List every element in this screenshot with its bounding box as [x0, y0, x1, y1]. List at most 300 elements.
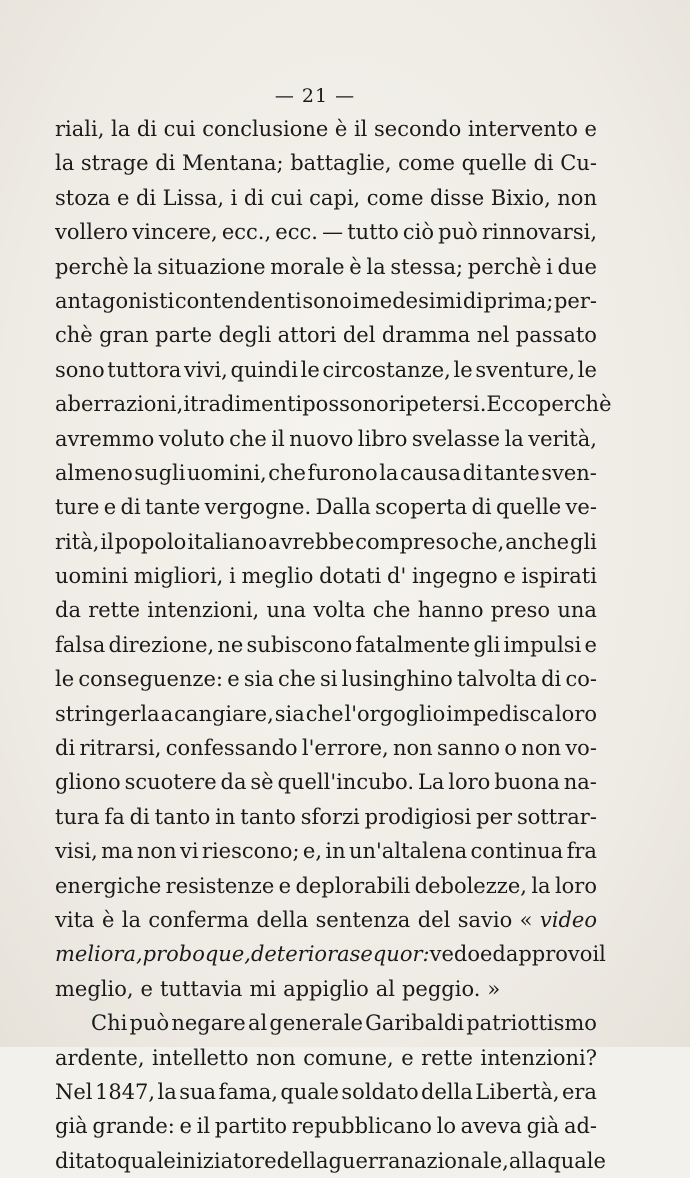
word: situazione — [157, 254, 266, 279]
word: tante — [484, 460, 540, 485]
word: parte — [155, 323, 212, 348]
word: e — [584, 632, 597, 657]
text-line — [55, 869, 597, 903]
word: approvo — [505, 942, 593, 967]
word: 1847, — [94, 1079, 156, 1104]
word: quale — [547, 1148, 606, 1173]
word: scoperta — [375, 495, 468, 520]
word: quelle — [495, 495, 562, 520]
word: dramma — [381, 323, 471, 348]
word: Libertà, — [475, 1079, 560, 1104]
word: stoza — [55, 185, 111, 210]
word: antagonisti — [55, 288, 175, 313]
word: sua — [179, 1079, 217, 1104]
body-text — [55, 112, 612, 1178]
word: ad- — [563, 1114, 597, 1139]
word: La — [417, 770, 445, 795]
word: e — [227, 667, 240, 692]
text-line — [55, 800, 597, 834]
text-line — [55, 662, 597, 696]
word: perchè — [55, 254, 129, 279]
text-line — [55, 387, 612, 421]
word: che — [278, 667, 316, 692]
text-line — [55, 937, 606, 971]
word: di — [541, 667, 562, 692]
word: conclusione — [202, 117, 329, 141]
word: vollero — [55, 220, 129, 245]
word: compreso — [355, 529, 459, 554]
word: nuovo — [289, 426, 354, 451]
word: mi — [249, 976, 277, 1001]
word: conferma — [148, 907, 250, 932]
word: d' — [387, 564, 407, 589]
word: fra — [566, 839, 597, 864]
text-line — [55, 765, 597, 799]
word: hanno — [417, 598, 484, 623]
word: non — [521, 736, 561, 761]
word: da — [220, 770, 247, 795]
word: e — [401, 1045, 414, 1070]
word: battaglie, — [290, 151, 392, 176]
text-line — [55, 903, 597, 937]
word: era — [561, 1079, 597, 1104]
text-line — [55, 697, 597, 731]
word: vita — [55, 907, 95, 932]
word: e — [278, 873, 292, 898]
word: appiglio — [283, 976, 369, 1001]
word: almeno — [55, 460, 133, 485]
word: chè — [55, 323, 93, 348]
word: il — [196, 1114, 211, 1139]
word: subiscono — [246, 632, 353, 657]
word: la — [111, 117, 131, 141]
word: lo — [436, 1114, 456, 1139]
text-line — [55, 525, 597, 559]
word: la — [366, 254, 386, 279]
page-number: — 21 — — [274, 85, 356, 107]
word: stringerla — [55, 701, 160, 726]
word: ecc., — [221, 220, 272, 245]
word: sentenza — [315, 907, 411, 932]
word: ecc. — [275, 220, 318, 245]
word: vivi, — [184, 357, 228, 382]
text-line — [55, 490, 597, 524]
word: intervento — [467, 117, 578, 141]
word: quale — [280, 1079, 339, 1104]
text-line — [55, 353, 597, 387]
word: video — [539, 907, 597, 932]
text-line — [55, 1006, 597, 1040]
text-line — [55, 972, 597, 1006]
word: gran — [99, 323, 149, 348]
word: negare — [171, 1011, 246, 1036]
word: gliono — [55, 770, 121, 795]
word: che — [268, 460, 306, 485]
text-line — [55, 1144, 606, 1178]
word: prima; — [483, 288, 554, 313]
word: ne — [217, 632, 244, 657]
word: rette — [421, 1045, 473, 1070]
word: sono — [302, 288, 352, 313]
word: quelle — [461, 151, 527, 176]
text-line — [55, 1041, 597, 1075]
word: vo- — [565, 736, 597, 761]
word: fama, — [218, 1079, 278, 1104]
word: resistenze — [165, 873, 275, 898]
word: di — [129, 804, 150, 829]
word: Cu- — [560, 151, 597, 176]
word: sia — [243, 667, 274, 692]
word: disse — [430, 185, 485, 210]
word: l'orgoglio — [344, 701, 446, 726]
word: repubblicano — [291, 1114, 432, 1139]
word: quale — [117, 1148, 176, 1173]
word: libro — [357, 426, 408, 451]
word: cangiare, — [174, 701, 274, 726]
text-line — [55, 1075, 597, 1109]
word: quell'incubo. — [277, 770, 415, 795]
word: dotati — [319, 564, 382, 589]
word: Ecco — [486, 392, 538, 417]
word: riescono; — [201, 839, 300, 864]
word: co- — [565, 667, 597, 692]
word: il — [271, 426, 285, 451]
word: proboque, — [142, 942, 251, 967]
word: intenzioni, — [147, 598, 260, 623]
word: il — [353, 117, 368, 141]
word: una — [266, 598, 307, 623]
word: ve- — [565, 495, 597, 520]
word: — — [322, 220, 344, 245]
word: la — [504, 426, 524, 451]
word: quindi — [230, 357, 298, 382]
word: le — [577, 357, 597, 382]
word: patriottismo — [466, 1011, 597, 1036]
word: o — [504, 736, 517, 761]
word: vi — [179, 839, 199, 864]
word: guerra — [328, 1148, 401, 1173]
word: scuotere — [124, 770, 217, 795]
word: sequor: — [349, 942, 430, 967]
word: le — [300, 357, 320, 382]
word: di — [462, 460, 483, 485]
word: come — [366, 185, 424, 210]
text-line — [55, 215, 597, 249]
word: lusinghino — [341, 667, 453, 692]
word: debolezze, — [414, 873, 527, 898]
word: partito — [214, 1114, 288, 1139]
word: Garibaldi — [365, 1011, 465, 1036]
word: tante — [144, 495, 201, 520]
word: capi, — [309, 185, 361, 210]
word: e, — [302, 839, 322, 864]
word: sè — [250, 770, 274, 795]
word: tuttora — [107, 357, 182, 382]
word: circostanze, — [322, 357, 451, 382]
word: tura — [55, 804, 100, 829]
text-line — [55, 422, 597, 456]
word: vedo — [429, 942, 480, 967]
word: medesimi — [359, 288, 463, 313]
text-line — [55, 181, 597, 215]
word: il — [100, 529, 114, 554]
word: preso — [490, 598, 551, 623]
word: e — [140, 976, 153, 1001]
word: una — [557, 598, 597, 623]
word: na- — [563, 770, 597, 795]
word: e — [503, 564, 516, 589]
word: da — [55, 598, 81, 623]
text-line — [55, 318, 597, 352]
word: voluto — [158, 426, 225, 451]
word: riali, — [55, 117, 105, 141]
word: ripetersi. — [388, 392, 487, 417]
word: può — [129, 1011, 170, 1036]
word: vincere, — [132, 220, 218, 245]
word: rinnovarsi, — [481, 220, 597, 245]
word: è — [334, 117, 348, 141]
word: di — [155, 151, 176, 176]
word: non — [136, 839, 177, 864]
word: contendenti — [174, 288, 302, 313]
word: tradimenti — [190, 392, 303, 417]
word: non — [557, 185, 597, 210]
word: strage — [80, 151, 149, 176]
word: Lissa, — [162, 185, 225, 210]
word: cui — [163, 117, 196, 141]
word: impulsi — [503, 632, 582, 657]
word: che — [229, 426, 267, 451]
word: un'altalena — [348, 839, 468, 864]
word: la — [55, 151, 75, 176]
text-line — [55, 1109, 597, 1143]
word: migliori, — [133, 564, 224, 589]
word: sventure, — [475, 357, 576, 382]
word: le — [55, 667, 75, 692]
word: del — [417, 907, 451, 932]
word: secondo — [374, 117, 462, 141]
word: che, — [459, 529, 505, 554]
word: Bixio, — [490, 185, 551, 210]
word: nazionale, — [400, 1148, 509, 1173]
word: ma — [101, 839, 134, 864]
word: ardente, — [55, 1045, 145, 1070]
word: generale — [269, 1011, 363, 1036]
word: fa — [104, 804, 125, 829]
word: i — [183, 392, 191, 417]
word: buona — [494, 770, 560, 795]
word: in — [325, 839, 346, 864]
word: uomini — [55, 564, 129, 589]
word: di — [243, 185, 265, 210]
word: deplorabili — [295, 873, 411, 898]
word: la — [379, 460, 399, 485]
word: non — [393, 736, 433, 761]
word: Dalla — [315, 495, 371, 520]
word: « — [519, 907, 533, 932]
text-line — [55, 146, 597, 180]
word: ditato — [55, 1148, 118, 1173]
word: che — [372, 598, 411, 623]
word: stessa; — [390, 254, 464, 279]
word: ed — [479, 942, 506, 967]
word: popolo — [114, 529, 187, 554]
text-line — [55, 593, 597, 627]
word: e — [103, 495, 117, 520]
word: iniziatore — [175, 1148, 277, 1173]
word: già — [526, 1114, 560, 1139]
word: nel — [476, 323, 510, 348]
word: grande: — [92, 1114, 175, 1139]
word: a — [160, 701, 174, 726]
word: l'errore, — [301, 736, 389, 761]
word: sugli — [134, 460, 186, 485]
word: di — [462, 288, 484, 313]
word: prodigiosi — [364, 804, 472, 829]
word: causa — [399, 460, 462, 485]
word: per — [476, 804, 513, 829]
text-line — [55, 731, 597, 765]
word: i — [546, 254, 553, 279]
word: avrebbe — [268, 529, 355, 554]
word: della — [256, 907, 309, 932]
word: conseguenze: — [78, 667, 223, 692]
word: e — [179, 1114, 192, 1139]
word: Chi — [91, 1011, 128, 1036]
word: in — [215, 804, 236, 829]
word: perchè — [537, 392, 612, 417]
word: loro — [554, 873, 597, 898]
word: fatalmente — [355, 632, 471, 657]
word: già — [55, 1114, 88, 1139]
word: tutto — [347, 220, 399, 245]
word: le — [453, 357, 473, 382]
word: visi, — [55, 839, 98, 864]
word: falsa — [55, 632, 106, 657]
word: e — [116, 185, 130, 210]
word: confessando — [165, 736, 298, 761]
word: attori — [277, 323, 337, 348]
word: è — [101, 907, 115, 932]
word: avremmo — [55, 426, 155, 451]
word: due — [557, 254, 597, 279]
word: anche — [505, 529, 570, 554]
word: verità, — [528, 426, 597, 451]
word: al — [375, 976, 395, 1001]
word: energiche — [55, 873, 162, 898]
word: il — [592, 942, 606, 967]
word: direzione, — [108, 632, 215, 657]
word: perchè — [467, 254, 542, 279]
word: è — [349, 254, 362, 279]
word: gli — [473, 632, 501, 657]
word: come — [398, 151, 455, 176]
word: di — [55, 736, 76, 761]
text-line — [55, 112, 597, 146]
word: uomini, — [187, 460, 267, 485]
word: morale — [270, 254, 345, 279]
word: può — [438, 220, 478, 245]
word: tuttavia — [159, 976, 243, 1001]
word: Mentana; — [182, 151, 284, 176]
word: furono — [307, 460, 378, 485]
word: di — [120, 495, 141, 520]
word: sven- — [541, 460, 597, 485]
word: di — [136, 117, 158, 141]
word: e — [584, 117, 597, 141]
word: ritrarsi, — [79, 736, 162, 761]
word: meglio, — [55, 976, 134, 1001]
word: tanto — [240, 804, 296, 829]
word: per- — [553, 288, 597, 313]
word: cui — [270, 185, 303, 210]
word: possono — [302, 392, 389, 417]
word: aberrazioni, — [55, 392, 184, 417]
text-line — [55, 250, 597, 284]
word: savio — [457, 907, 513, 932]
word: intenzioni? — [480, 1045, 597, 1070]
word: ispirati — [521, 564, 597, 589]
word: continua — [470, 839, 564, 864]
word: di — [135, 185, 157, 210]
word: ingegno — [411, 564, 498, 589]
word: peggio. — [401, 976, 481, 1001]
word: loro — [554, 701, 597, 726]
text-line — [55, 456, 597, 490]
word: sia — [274, 701, 305, 726]
word: sforzi — [300, 804, 360, 829]
text-line — [55, 559, 597, 593]
word: ciò — [402, 220, 435, 245]
word: impedisca — [446, 701, 554, 726]
word: che — [305, 701, 344, 726]
word: meglio — [241, 564, 314, 589]
word: sottrar- — [516, 804, 597, 829]
word: della — [276, 1148, 329, 1173]
word: » — [487, 976, 501, 1001]
word: alla — [508, 1148, 548, 1173]
word: rette — [88, 598, 140, 623]
word: non — [256, 1045, 296, 1070]
word: degli — [218, 323, 272, 348]
word: ture — [55, 495, 100, 520]
word: italiano — [187, 529, 268, 554]
word: la — [157, 1079, 177, 1104]
word: meliora, — [55, 942, 143, 967]
text-line — [55, 284, 597, 318]
word: vergogne. — [204, 495, 312, 520]
word: sanno — [437, 736, 501, 761]
word: deteriora — [250, 942, 350, 967]
word: la — [531, 873, 551, 898]
word: soldato — [341, 1079, 419, 1104]
word: intelletto — [152, 1045, 249, 1070]
word: la — [133, 254, 153, 279]
word: Nel — [55, 1079, 93, 1104]
word: al — [247, 1011, 268, 1036]
text-line — [55, 628, 597, 662]
word: di — [471, 495, 492, 520]
word: passato — [515, 323, 597, 348]
text-line — [55, 834, 597, 868]
word: di — [533, 151, 554, 176]
word: la — [121, 907, 142, 932]
word: gli — [570, 529, 597, 554]
word: tanto — [154, 804, 211, 829]
word: rità, — [55, 529, 100, 554]
word: comune, — [303, 1045, 394, 1070]
word: i — [229, 564, 236, 589]
